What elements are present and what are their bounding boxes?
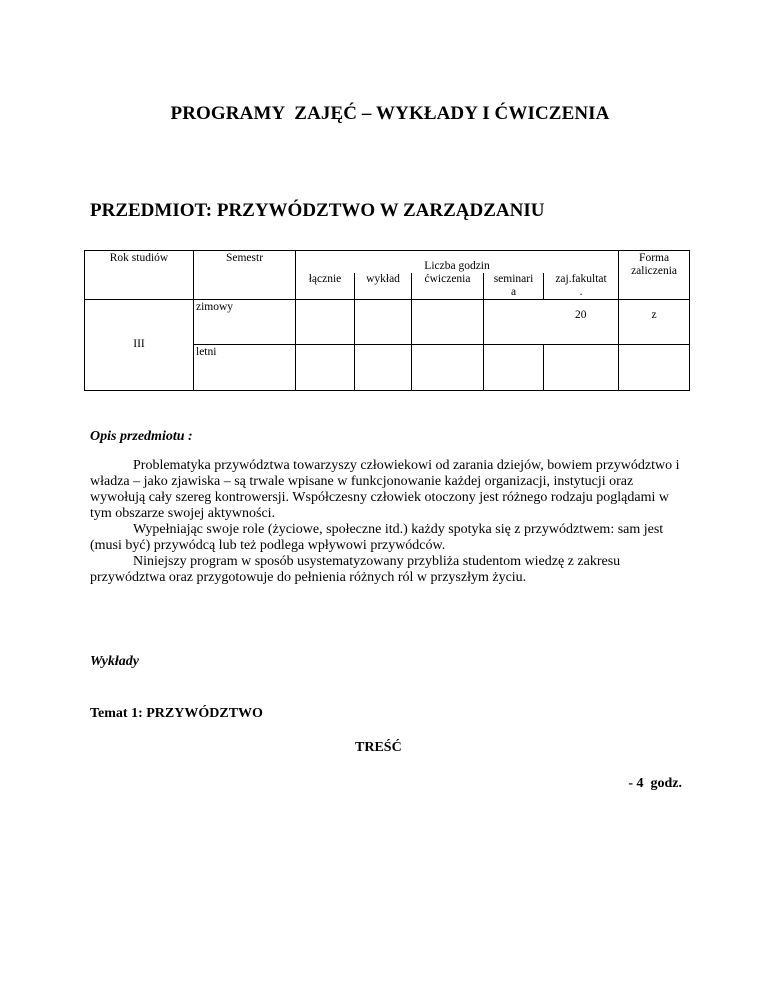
description-paragraph: Niniejszy program w sposób usystematyzowany przybliża studentom wiedzę z zakresu przywództwa oraz przygotowuje do pełnienia różnych ról w przyszłym życiu.: [90, 554, 621, 585]
seminaria-line-2: a: [510, 285, 517, 298]
table-row-semestr: zimowy: [194, 299, 296, 344]
header-cwiczenia: ćwiczenia: [412, 273, 484, 300]
cell-zaj: 20: [544, 299, 619, 344]
description-paragraph: Wypełniając swoje role (życiowe, społeczne itd.) każdy spotyka się z przywództwem: sam jest (musi być) przywódcą lub też podlega wpływowi przywódców.: [90, 522, 664, 553]
header-lacznie: łącznie: [296, 273, 355, 300]
zaj-line-2: .: [579, 285, 583, 298]
header-rok-studiow: Rok studiów: [85, 251, 194, 300]
seminaria-line-1: seminari: [493, 272, 534, 285]
cell-cwiczenia: [412, 299, 484, 344]
subject-title: PRZEDMIOT: PRZYWÓDZTWO W ZARZĄDZANIU: [90, 200, 545, 221]
header-zaj-fakultat: [544, 273, 619, 300]
cell-lacznie: [296, 344, 355, 390]
cell-seminaria: [484, 344, 544, 390]
content-label: TREŚĆ: [355, 740, 402, 755]
topic-title: Temat 1: PRZYWÓDZTWO: [90, 706, 263, 721]
hours-label: - 4 godz.: [628, 776, 682, 791]
hours-table: [84, 250, 690, 391]
rok-value: III: [85, 299, 194, 390]
description-heading: Opis przedmiotu :: [90, 429, 193, 444]
header-forma-zaliczenia: Forma zaliczenia: [619, 251, 690, 300]
cell-forma: z: [619, 299, 690, 344]
document-title: PROGRAMY ZAJĘĆ – WYKŁADY I ĆWICZENIA: [170, 103, 610, 124]
cell-zaj: [544, 344, 619, 390]
lectures-heading: Wykłady: [90, 654, 139, 669]
description-paragraph: Problematyka przywództwa towarzyszy człowiekowi od zarania dziejów, bowiem przywództwo i władza – jako zjawiska – są trwale wpisane w funkcjonowanie każdej organizacji, instytucji oraz wywołują cały szereg kontrowersji. Współczesny człowiek otoczony jest różnego rodzaju poglądami w tym obszarze swojej aktywności.: [90, 458, 680, 521]
cell-forma: [619, 344, 690, 390]
cell-lacznie: [296, 299, 355, 344]
cell-cwiczenia: [412, 344, 484, 390]
header-semestr: Semestr: [194, 251, 296, 300]
cell-seminaria: [484, 299, 544, 344]
header-liczba-godzin: Liczba godzin: [296, 251, 619, 273]
cell-wyklad: [355, 299, 412, 344]
table-row-semestr: letni: [194, 344, 296, 390]
cell-wyklad: [355, 344, 412, 390]
description-body: [90, 458, 690, 586]
header-seminaria: [484, 273, 544, 300]
zaj-line-1: zaj.fakultat: [555, 272, 607, 285]
header-wyklad: wykład: [355, 273, 412, 300]
